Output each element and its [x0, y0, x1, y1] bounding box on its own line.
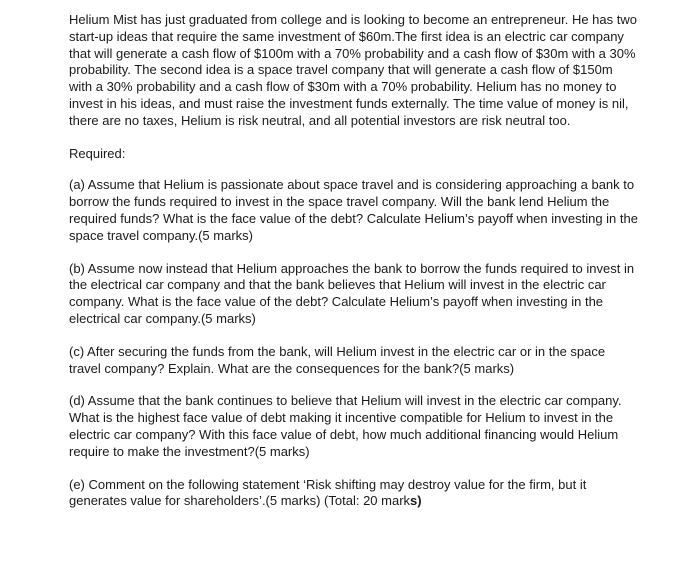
document-page — [69, 12, 639, 526]
question-a: (a) Assume that Helium is passionate about space travel and is considering approaching a bank to borrow the funds required to invest in the space travel company. Will the bank lend Helium the required funds? What is the face value of the debt? Calculate Helium’s payoff when investing in the space travel company.(5 marks) — [69, 177, 638, 243]
intro-paragraph: Helium Mist has just graduated from college and is looking to become an entrepreneur. He has two start-up ideas that require the same investment of $60m.The first idea is an electric car company that will generate a cash flow of $100m with a 70% probability and a cash flow of $30m with a 30% probability. The second idea is a space travel company that will generate a cash flow of $150m with a 30% probability and a cash flow of $30m with a 70% probability. Helium has no money to invest in his ideas, and must raise the investment funds externally. The time value of money is nil, there are no taxes, Helium is risk neutral, and all potential investors are risk neutral too. — [69, 12, 637, 128]
question-e-bold-tail: s) — [410, 493, 422, 509]
question-d: (d) Assume that the bank continues to believe that Helium will invest in the electric car company. What is the highest face value of debt making it incentive compatible for Helium to invest in the electric car company? With this face value of debt, how much additional financing would Helium require to make the investment?(5 marks) — [69, 393, 622, 459]
question-b: (b) Assume now instead that Helium approaches the bank to borrow the funds required to invest in the electrical car company and that the bank believes that Helium will invest in the electric car company. What is the face value of the debt? Calculate Helium’s payoff when investing in the electrical car company.(5 marks) — [69, 260, 635, 326]
question-e-text: (e) Comment on the following statement ‘Risk shifting may destroy value for the firm, but it generates value for shareholders’.(5 marks) (Total: 20 mark — [69, 476, 587, 509]
required-label: Required: — [69, 145, 126, 161]
question-c: (c) After securing the funds from the bank, will Helium invest in the electric car or in the space travel company? Explain. What are the consequences for the bank?(5 marks) — [69, 343, 606, 376]
question-e — [69, 477, 639, 511]
